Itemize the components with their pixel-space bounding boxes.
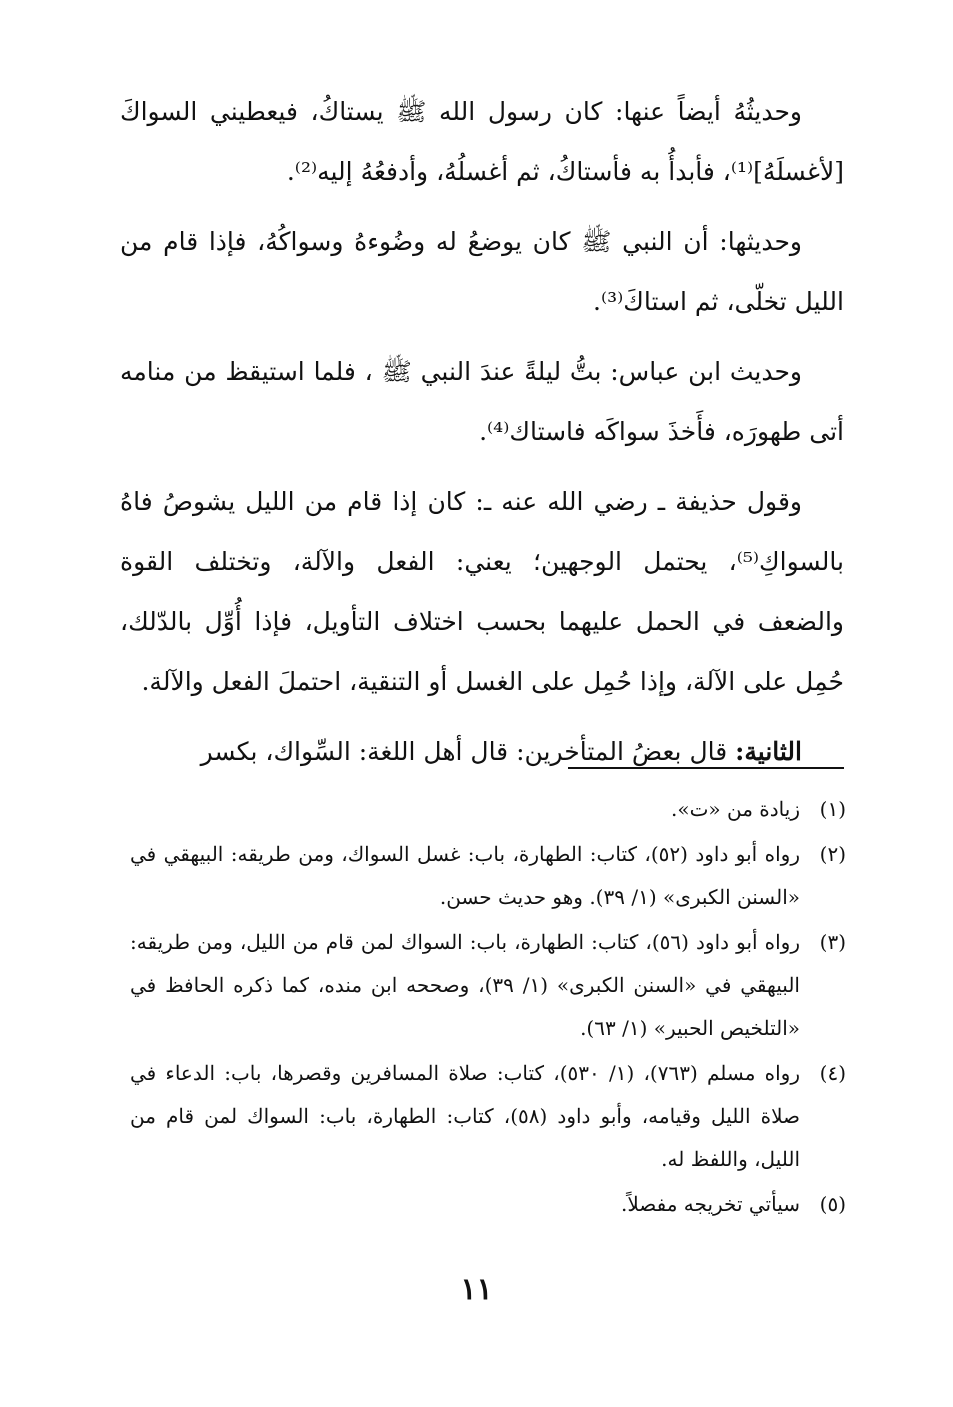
body-paragraph-4: وقول حذيفة ـ رضي الله عنه ـ: كان إذا قام من الليل يشوصُ فاهُ بالسواكِ⁽⁵⁾، يحتمل الوجهين؛ يعني: الفعل والآلة، وتختلف القوة والضعف في الحمل عليهما بحسب اختلاف التأويل، فإذا أُوِّل بالدّلك، حُمِل على الآلة، وإذا حُمِل على الغسل أو التنقية، احتملَ الفعل والآلة.: [120, 487, 844, 696]
footnote-number: (٣): [819, 930, 846, 954]
body-paragraph-2: وحديثها: أن النبي ﷺ كان يوضعُ له وضُوءهُ وسواكُهُ، فإذا قام من الليل تخلّى، ثم استاكَ⁽³⁾.: [120, 227, 844, 316]
footnote-text: رواه أبو داود (٥٢)، كتاب: الطهارة، باب: غسل السواك، ومن طريقه: البيهقي في «السنن الكبرى» (١/ ٣٩). وهو حديث حسن.: [130, 842, 800, 909]
footnote-text: رواه أبو داود (٥٦)، كتاب: الطهارة، باب: السواك لمن قام من الليل، ومن طريقه: البيهقي في «السنن الكبرى» (١/ ٣٩)، وصححه ابن منده، كما ذكره الحافظ في «التلخيص الحبير» (١/ ٦٣).: [130, 930, 800, 1040]
footnote-3: [130, 921, 846, 1050]
footnote-5: [130, 1183, 846, 1226]
footnote-4: [130, 1052, 846, 1181]
footnotes: [130, 788, 846, 1228]
body-paragraph-1: وحديثُهُ أيضاً عنها: كان رسول الله ﷺ يستاكُ، فيعطيني السواكَ [لأغسلَهُ]⁽¹⁾، فأبدأُ به فأستاكُ، ثم أغسلُهُ، وأدفعُهُ إليه⁽²⁾.: [120, 97, 844, 186]
footnote-1: [130, 788, 846, 831]
footnote-2: [130, 833, 846, 919]
footnote-number: (١): [819, 797, 846, 821]
footnote-number: (٥): [819, 1192, 846, 1216]
body-paragraph-5: [120, 722, 844, 782]
footnote-divider: [568, 767, 844, 769]
footnote-number: (٤): [819, 1061, 846, 1085]
second-point-heading: الثانية:: [735, 737, 802, 766]
footnote-number: (٢): [819, 842, 846, 866]
main-text: [120, 82, 844, 782]
footnote-text: رواه مسلم (٧٦٣)، (١/ ٥٣٠)، كتاب: صلاة المسافرين وقصرها، باب: الدعاء في صلاة الليل وقيامه، وأبو داود (٥٨)، كتاب: الطهارة، باب: السواك لمن قام من الليل، واللفظ له.: [130, 1061, 800, 1171]
footnote-text: زيادة من «ت».: [670, 797, 800, 821]
footnote-text: سيأتي تخريجه مفصلاً.: [620, 1192, 800, 1216]
second-point-text: قال بعضُ المتأخرين: قال أهل اللغة: السِّواك، بكسر: [200, 737, 736, 766]
page-number: ١١: [460, 1272, 493, 1307]
body-paragraph-3: وحديث ابن عباس: بتُّ ليلةً عندَ النبي ﷺ ، فلما استيقظ من منامه أتى طهورَه، فأَخذَ سواكَه فاستاك⁽⁴⁾.: [120, 357, 844, 446]
